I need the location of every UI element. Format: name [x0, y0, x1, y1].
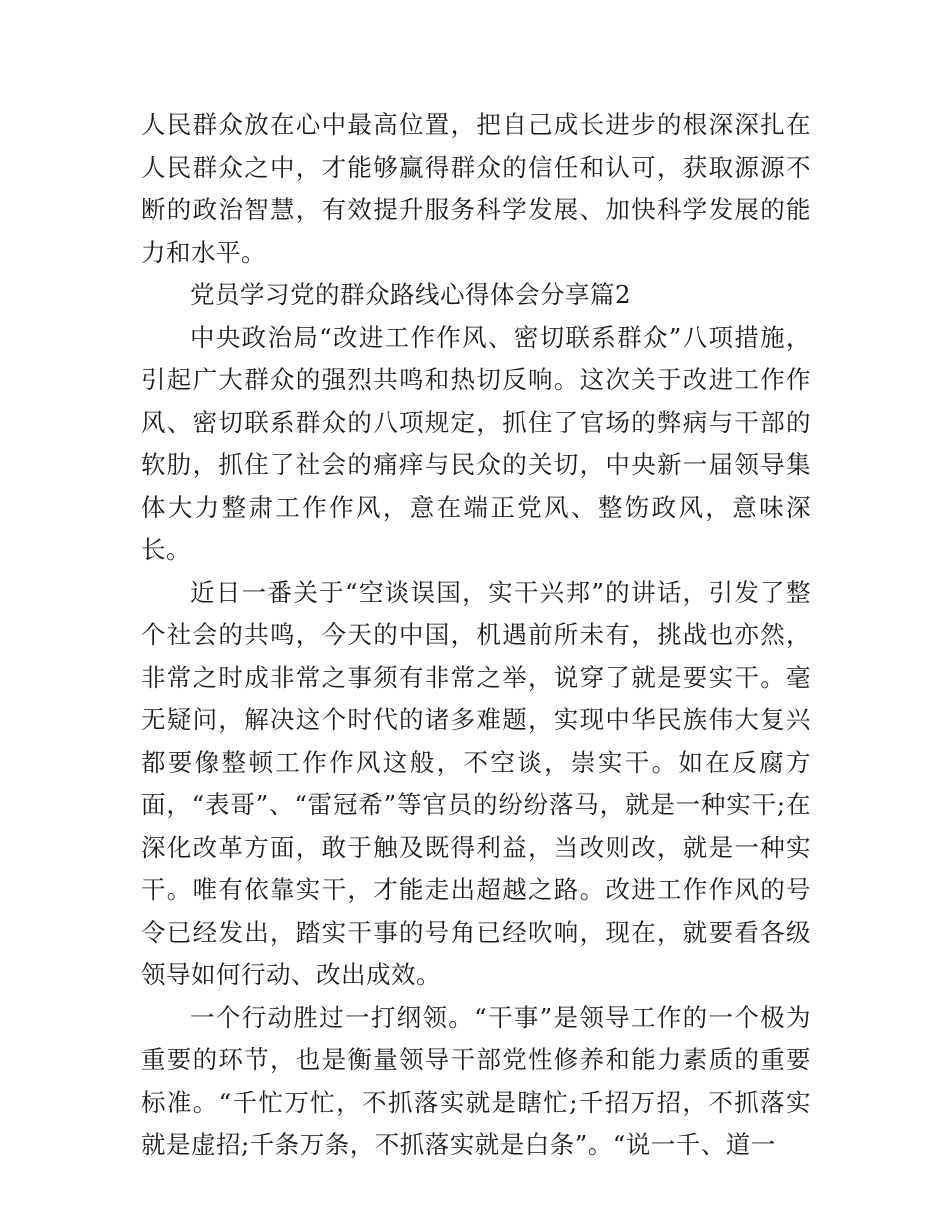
paragraph: 一个行动胜过一打纲领。“干事”是领导工作的一个极为重要的环节，也是衡量领导干部党性修养和能力素质的重要标准。“千忙万忙，不抓落实就是瞎忙;千招万招，不抓落实就是虚招;千条万条，不抓落实就是白条”。“说一千、道一 — [141, 1002, 811, 1159]
document-page — [141, 104, 811, 1167]
section-heading: 党员学习党的群众路线心得体会分享篇2 — [190, 280, 632, 309]
paragraph: 近日一番关于“空谈误国，实干兴邦”的讲话，引发了整个社会的共鸣，今天的中国，机遇前所未有，挑战也亦然，非常之时成非常之事须有非常之举，说穿了就是要实干。毫无疑问，解决这个时代的诸多难题，实现中华民族伟大复兴都要像整顿工作作风这般，不空谈，崇实干。如在反腐方面，“表哥”、“雷冠希”等官员的纷纷落马，就是一种实干;在深化改革方面，敢于触及既得利益，当改则改，就是一种实干。唯有依靠实干，才能走出超越之路。改进工作作风的号令已经发出，踏实干事的号角已经吹响，现在，就要看各级领导如何行动、改出成效。 — [141, 577, 811, 989]
paragraph-continuation: 人民群众放在心中最高位置，把自己成长进步的根深深扎在人民群众之中，才能够赢得群众的信任和认可，获取源源不断的政治智慧，有效提升服务科学发展、加快科学发展的能力和水平。 — [141, 110, 811, 267]
paragraph: 中央政治局“改进工作作风、密切联系群众”八项措施，引起广大群众的强烈共鸣和热切反响。这次关于改进工作作风、密切联系群众的八项规定，抓住了官场的弊病与干部的软肋，抓住了社会的痛痒与民众的关切，中央新一届领导集体大力整肃工作作风，意在端正党风、整饬政风，意味深长。 — [141, 322, 811, 564]
